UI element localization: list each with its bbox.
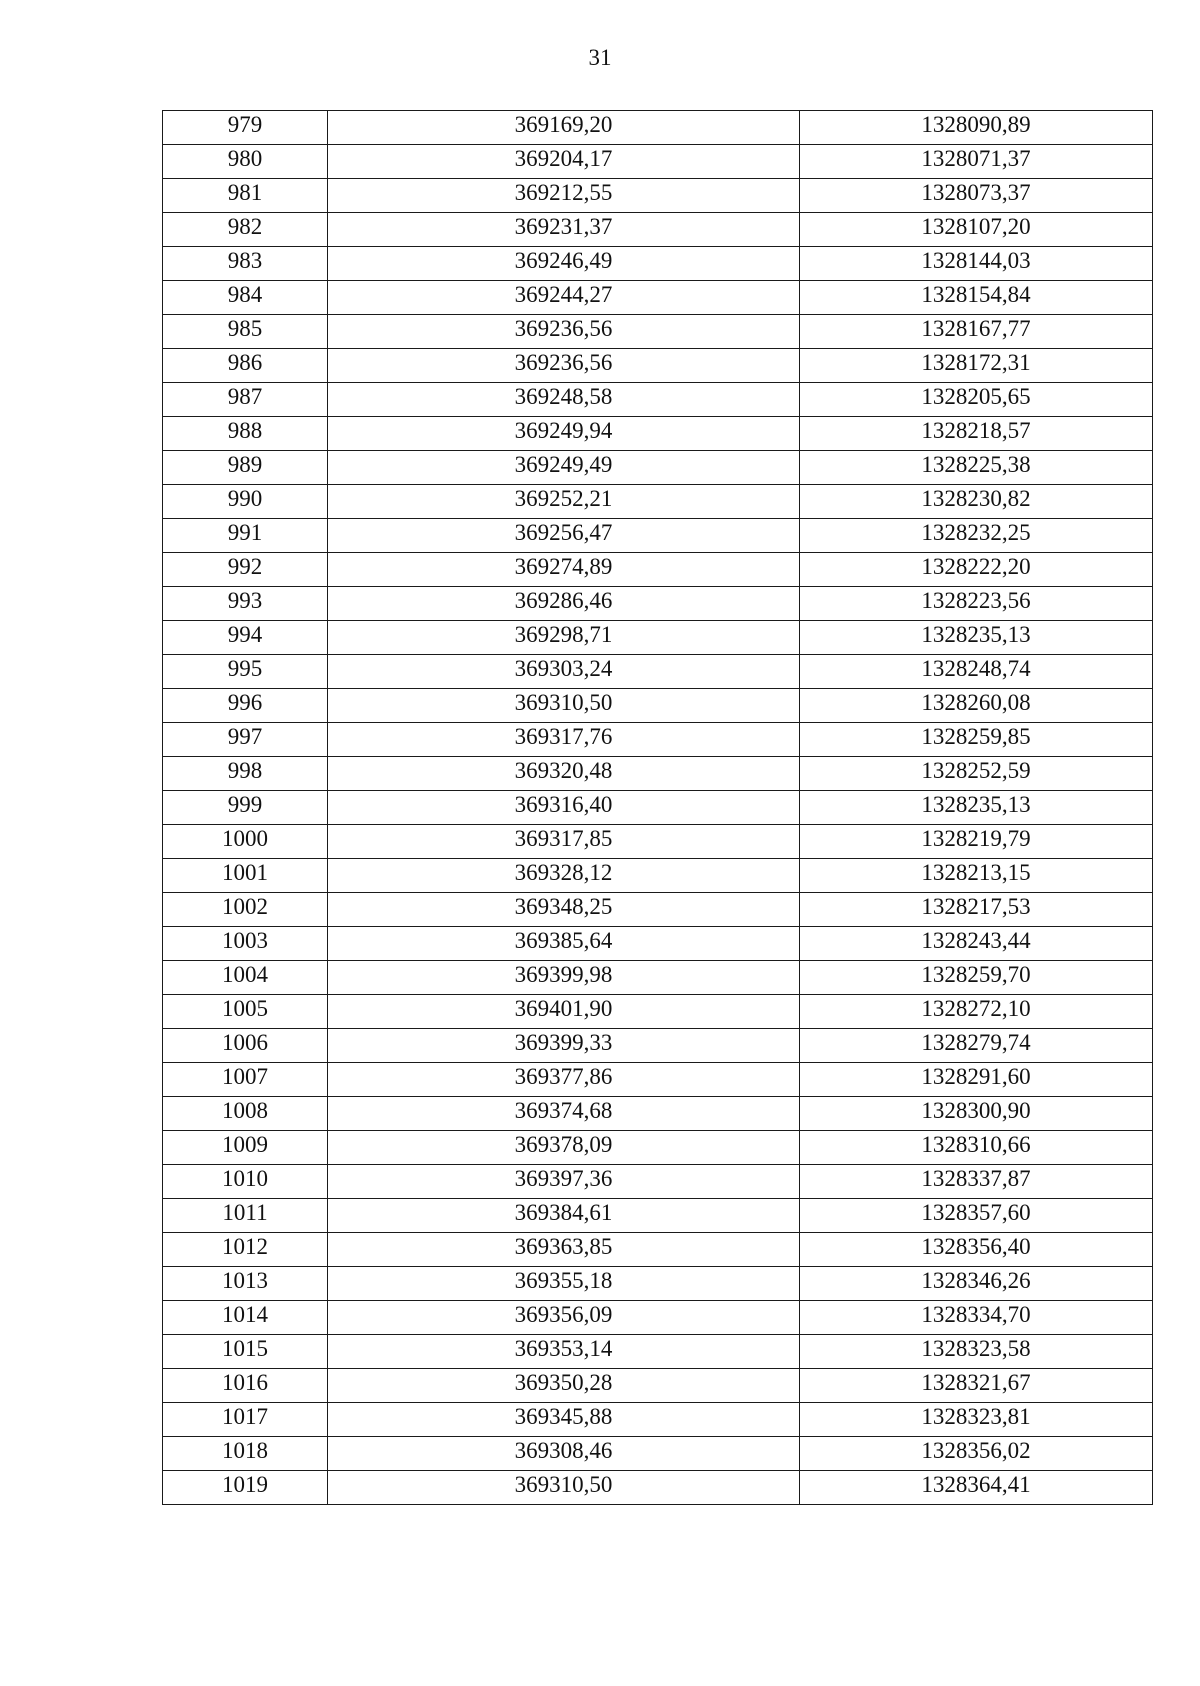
- x-coordinate-cell: 369374,68: [328, 1097, 800, 1131]
- table-row: [163, 1369, 1153, 1403]
- y-coordinate-cell: 1328205,65: [800, 383, 1153, 417]
- y-coordinate-cell: 1328218,57: [800, 417, 1153, 451]
- table-row: [163, 927, 1153, 961]
- x-coordinate-cell: 369397,36: [328, 1165, 800, 1199]
- table-row: [163, 587, 1153, 621]
- x-coordinate-cell: 369377,86: [328, 1063, 800, 1097]
- table-row: [163, 1233, 1153, 1267]
- table-row: [163, 655, 1153, 689]
- coordinates-table: [162, 110, 1153, 1505]
- table-row: [163, 451, 1153, 485]
- point-number-cell: 991: [163, 519, 328, 553]
- table-row: [163, 825, 1153, 859]
- point-number-cell: 985: [163, 315, 328, 349]
- point-number-cell: 990: [163, 485, 328, 519]
- point-number-cell: 988: [163, 417, 328, 451]
- x-coordinate-cell: 369348,25: [328, 893, 800, 927]
- y-coordinate-cell: 1328248,74: [800, 655, 1153, 689]
- y-coordinate-cell: 1328230,82: [800, 485, 1153, 519]
- point-number-cell: 1014: [163, 1301, 328, 1335]
- table-row: [163, 417, 1153, 451]
- x-coordinate-cell: 369353,14: [328, 1335, 800, 1369]
- y-coordinate-cell: 1328272,10: [800, 995, 1153, 1029]
- y-coordinate-cell: 1328235,13: [800, 621, 1153, 655]
- x-coordinate-cell: 369316,40: [328, 791, 800, 825]
- y-coordinate-cell: 1328291,60: [800, 1063, 1153, 1097]
- point-number-cell: 986: [163, 349, 328, 383]
- y-coordinate-cell: 1328225,38: [800, 451, 1153, 485]
- point-number-cell: 1007: [163, 1063, 328, 1097]
- y-coordinate-cell: 1328232,25: [800, 519, 1153, 553]
- x-coordinate-cell: 369401,90: [328, 995, 800, 1029]
- point-number-cell: 1012: [163, 1233, 328, 1267]
- x-coordinate-cell: 369310,50: [328, 689, 800, 723]
- table-row: [163, 893, 1153, 927]
- table-row: [163, 791, 1153, 825]
- point-number-cell: 989: [163, 451, 328, 485]
- x-coordinate-cell: 369345,88: [328, 1403, 800, 1437]
- y-coordinate-cell: 1328346,26: [800, 1267, 1153, 1301]
- point-number-cell: 996: [163, 689, 328, 723]
- y-coordinate-cell: 1328357,60: [800, 1199, 1153, 1233]
- x-coordinate-cell: 369384,61: [328, 1199, 800, 1233]
- y-coordinate-cell: 1328300,90: [800, 1097, 1153, 1131]
- table-row: [163, 247, 1153, 281]
- point-number-cell: 999: [163, 791, 328, 825]
- x-coordinate-cell: 369363,85: [328, 1233, 800, 1267]
- table-row: [163, 1471, 1153, 1505]
- y-coordinate-cell: 1328071,37: [800, 145, 1153, 179]
- table-row: [163, 1199, 1153, 1233]
- y-coordinate-cell: 1328323,58: [800, 1335, 1153, 1369]
- y-coordinate-cell: 1328213,15: [800, 859, 1153, 893]
- table-row: [163, 1097, 1153, 1131]
- x-coordinate-cell: 369212,55: [328, 179, 800, 213]
- y-coordinate-cell: 1328279,74: [800, 1029, 1153, 1063]
- table-row: [163, 1267, 1153, 1301]
- y-coordinate-cell: 1328167,77: [800, 315, 1153, 349]
- x-coordinate-cell: 369256,47: [328, 519, 800, 553]
- table-row: [163, 281, 1153, 315]
- y-coordinate-cell: 1328321,67: [800, 1369, 1153, 1403]
- point-number-cell: 1009: [163, 1131, 328, 1165]
- table-row: [163, 145, 1153, 179]
- table-row: [163, 1063, 1153, 1097]
- y-coordinate-cell: 1328259,85: [800, 723, 1153, 757]
- table-row: [163, 1165, 1153, 1199]
- table-row: [163, 1029, 1153, 1063]
- table-row: [163, 213, 1153, 247]
- point-number-cell: 979: [163, 111, 328, 145]
- x-coordinate-cell: 369246,49: [328, 247, 800, 281]
- table-row: [163, 859, 1153, 893]
- y-coordinate-cell: 1328154,84: [800, 281, 1153, 315]
- x-coordinate-cell: 369252,21: [328, 485, 800, 519]
- y-coordinate-cell: 1328223,56: [800, 587, 1153, 621]
- page-number: 31: [588, 45, 612, 70]
- x-coordinate-cell: 369328,12: [328, 859, 800, 893]
- point-number-cell: 1017: [163, 1403, 328, 1437]
- y-coordinate-cell: 1328073,37: [800, 179, 1153, 213]
- y-coordinate-cell: 1328144,03: [800, 247, 1153, 281]
- y-coordinate-cell: 1328217,53: [800, 893, 1153, 927]
- x-coordinate-cell: 369249,49: [328, 451, 800, 485]
- table-row: [163, 553, 1153, 587]
- table-row: [163, 689, 1153, 723]
- x-coordinate-cell: 369204,17: [328, 145, 800, 179]
- y-coordinate-cell: 1328243,44: [800, 927, 1153, 961]
- table-row: [163, 757, 1153, 791]
- table-row: [163, 315, 1153, 349]
- table-row: [163, 621, 1153, 655]
- x-coordinate-cell: 369399,33: [328, 1029, 800, 1063]
- table-row: [163, 1301, 1153, 1335]
- y-coordinate-cell: 1328334,70: [800, 1301, 1153, 1335]
- point-number-cell: 1015: [163, 1335, 328, 1369]
- point-number-cell: 1005: [163, 995, 328, 1029]
- y-coordinate-cell: 1328090,89: [800, 111, 1153, 145]
- x-coordinate-cell: 369286,46: [328, 587, 800, 621]
- table-row: [163, 1437, 1153, 1471]
- point-number-cell: 984: [163, 281, 328, 315]
- y-coordinate-cell: 1328356,40: [800, 1233, 1153, 1267]
- x-coordinate-cell: 369231,37: [328, 213, 800, 247]
- y-coordinate-cell: 1328260,08: [800, 689, 1153, 723]
- table-row: [163, 995, 1153, 1029]
- x-coordinate-cell: 369320,48: [328, 757, 800, 791]
- point-number-cell: 1018: [163, 1437, 328, 1471]
- point-number-cell: 1016: [163, 1369, 328, 1403]
- point-number-cell: 981: [163, 179, 328, 213]
- table-row: [163, 485, 1153, 519]
- point-number-cell: 1019: [163, 1471, 328, 1505]
- coordinates-table-body: [163, 111, 1153, 1505]
- table-row: [163, 961, 1153, 995]
- y-coordinate-cell: 1328323,81: [800, 1403, 1153, 1437]
- x-coordinate-cell: 369303,24: [328, 655, 800, 689]
- x-coordinate-cell: 369274,89: [328, 553, 800, 587]
- x-coordinate-cell: 369317,85: [328, 825, 800, 859]
- y-coordinate-cell: 1328364,41: [800, 1471, 1153, 1505]
- x-coordinate-cell: 369310,50: [328, 1471, 800, 1505]
- point-number-cell: 1003: [163, 927, 328, 961]
- x-coordinate-cell: 369317,76: [328, 723, 800, 757]
- y-coordinate-cell: 1328219,79: [800, 825, 1153, 859]
- point-number-cell: 1006: [163, 1029, 328, 1063]
- table-row: [163, 349, 1153, 383]
- table-row: [163, 1335, 1153, 1369]
- table-row: [163, 1403, 1153, 1437]
- point-number-cell: 992: [163, 553, 328, 587]
- point-number-cell: 987: [163, 383, 328, 417]
- point-number-cell: 982: [163, 213, 328, 247]
- point-number-cell: 983: [163, 247, 328, 281]
- point-number-cell: 980: [163, 145, 328, 179]
- table-row: [163, 519, 1153, 553]
- point-number-cell: 1001: [163, 859, 328, 893]
- point-number-cell: 1002: [163, 893, 328, 927]
- x-coordinate-cell: 369355,18: [328, 1267, 800, 1301]
- x-coordinate-cell: 369308,46: [328, 1437, 800, 1471]
- y-coordinate-cell: 1328107,20: [800, 213, 1153, 247]
- y-coordinate-cell: 1328259,70: [800, 961, 1153, 995]
- table-row: [163, 723, 1153, 757]
- x-coordinate-cell: 369169,20: [328, 111, 800, 145]
- x-coordinate-cell: 369350,28: [328, 1369, 800, 1403]
- x-coordinate-cell: 369236,56: [328, 349, 800, 383]
- x-coordinate-cell: 369298,71: [328, 621, 800, 655]
- table-row: [163, 179, 1153, 213]
- point-number-cell: 998: [163, 757, 328, 791]
- point-number-cell: 997: [163, 723, 328, 757]
- point-number-cell: 1004: [163, 961, 328, 995]
- y-coordinate-cell: 1328337,87: [800, 1165, 1153, 1199]
- y-coordinate-cell: 1328235,13: [800, 791, 1153, 825]
- y-coordinate-cell: 1328222,20: [800, 553, 1153, 587]
- y-coordinate-cell: 1328310,66: [800, 1131, 1153, 1165]
- x-coordinate-cell: 369236,56: [328, 315, 800, 349]
- y-coordinate-cell: 1328172,31: [800, 349, 1153, 383]
- point-number-cell: 1010: [163, 1165, 328, 1199]
- y-coordinate-cell: 1328252,59: [800, 757, 1153, 791]
- table-row: [163, 1131, 1153, 1165]
- y-coordinate-cell: 1328356,02: [800, 1437, 1153, 1471]
- x-coordinate-cell: 369378,09: [328, 1131, 800, 1165]
- point-number-cell: 994: [163, 621, 328, 655]
- point-number-cell: 993: [163, 587, 328, 621]
- point-number-cell: 1000: [163, 825, 328, 859]
- x-coordinate-cell: 369385,64: [328, 927, 800, 961]
- x-coordinate-cell: 369244,27: [328, 281, 800, 315]
- x-coordinate-cell: 369249,94: [328, 417, 800, 451]
- table-row: [163, 111, 1153, 145]
- point-number-cell: 1011: [163, 1199, 328, 1233]
- point-number-cell: 995: [163, 655, 328, 689]
- point-number-cell: 1013: [163, 1267, 328, 1301]
- x-coordinate-cell: 369399,98: [328, 961, 800, 995]
- x-coordinate-cell: 369248,58: [328, 383, 800, 417]
- table-row: [163, 383, 1153, 417]
- x-coordinate-cell: 369356,09: [328, 1301, 800, 1335]
- point-number-cell: 1008: [163, 1097, 328, 1131]
